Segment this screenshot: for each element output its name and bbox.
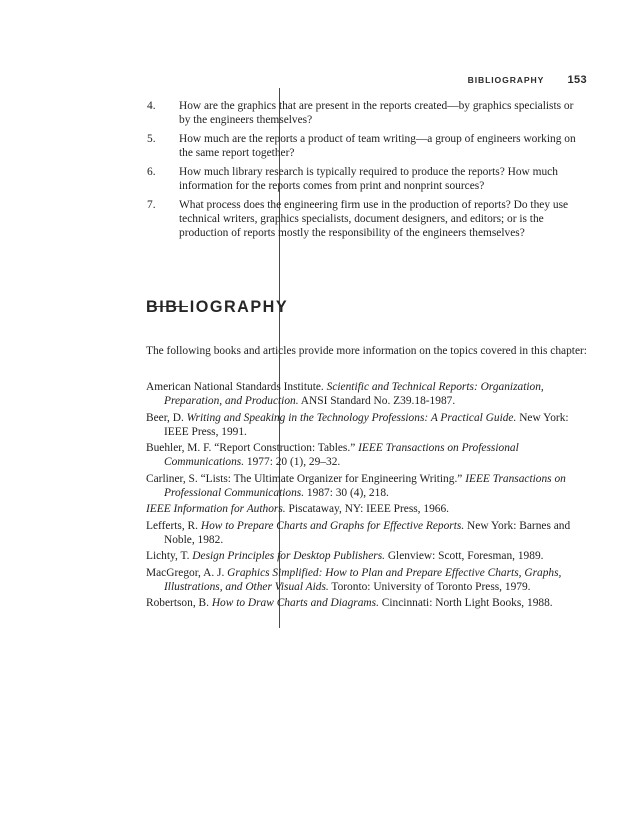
running-title: BIBLIOGRAPHY [467, 75, 545, 85]
discussion-questions [146, 99, 587, 245]
reference-details: Glenview: Scott, Foresman, 1989. [384, 550, 544, 562]
reference-entry [146, 380, 589, 408]
reference-author: Carliner, S. “Lists: The Ultimate Organizer for Engineering Writing.” [146, 472, 466, 485]
question-number: 7. [147, 199, 156, 211]
reference-title: Design Principles for Desktop Publishers. [192, 550, 385, 562]
reference-title: IEEE Transactions on Professional Communications. [164, 472, 566, 499]
list-item [146, 165, 587, 193]
reference-title: IEEE Information for Authors. [146, 503, 286, 515]
list-item [146, 99, 587, 127]
reference-entry [146, 519, 589, 547]
page-number: 153 [567, 74, 587, 86]
list-item [146, 132, 587, 160]
reference-entry [146, 502, 589, 516]
reference-details: New York: IEEE Press, 1991. [164, 411, 569, 438]
question-text: How much are the reports a product of team writing—a group of engineers working on the same report together? [179, 133, 576, 159]
question-number: 4. [147, 100, 156, 112]
list-item [146, 198, 587, 240]
reference-author: Robertson, B. [146, 597, 212, 609]
reference-title: How to Prepare Charts and Graphs for Effective Reports. [200, 519, 465, 532]
reference-title: Scientific and Technical Reports: Organization, Preparation, and Production. [164, 381, 544, 407]
question-text: How are the graphics that are present in the reports created—by graphics specialists or by the engineers themselves? [179, 100, 574, 126]
reference-entry [146, 596, 589, 610]
reference-details: ANSI Standard No. Z39.18-1987. [298, 395, 456, 407]
reference-details: 1977: 20 (1), 29–32. [244, 456, 341, 468]
reference-author: Lichty, T. [146, 550, 193, 562]
reference-title: How to Draw Charts and Diagrams. [211, 597, 379, 609]
reference-author: Buehler, M. F. “Report Construction: Tables.” [146, 442, 359, 454]
question-number: 6. [147, 166, 156, 178]
section-title: BIBLIOGRAPHY [146, 298, 289, 316]
reference-author: Beer, D. [146, 411, 187, 424]
reference-author: American National Standards Institute. [146, 381, 327, 393]
reference-entry [146, 549, 589, 563]
reference-details: Cincinnati: North Light Books, 1988. [378, 597, 553, 609]
reference-details: Toronto: University of Toronto Press, 1979. [328, 580, 531, 593]
reference-list [146, 380, 589, 613]
reference-title: Writing and Speaking in the Technology Professions: A Practical Guide. [186, 411, 517, 424]
question-number: 5. [147, 133, 156, 145]
reference-entry [146, 472, 589, 500]
question-text: What process does the engineering firm use in the production of reports? Do they use technical writers, graphics specialists, document designers, and editors; or is the production of reports mostly the responsibility of the engineers themselves? [179, 199, 569, 239]
question-text: How much library research is typically required to produce the reports? How much information for the reports comes from print and nonprint sources? [179, 166, 558, 192]
reference-title: Graphics Simplified: How to Plan and Prepare Effective Charts, Graphs, Illustrations, and Other Visual Aids. [164, 566, 562, 593]
reference-details: New York: Barnes and Noble, 1982. [164, 519, 571, 546]
reference-author: Lefferts, R. [146, 519, 201, 532]
reference-entry [146, 441, 589, 469]
reference-author: MacGregor, A. J. [146, 566, 228, 579]
running-head [468, 74, 587, 86]
bibliography-intro: The following books and articles provide more information on the topics covered in this chapter: [146, 345, 587, 357]
reference-entry [146, 566, 589, 594]
reference-entry [146, 411, 589, 439]
reference-details: 1987: 30 (4), 218. [304, 486, 389, 499]
reference-title: IEEE Transactions on Professional Communications. [164, 442, 519, 468]
reference-details: Piscataway, NY: IEEE Press, 1966. [285, 503, 450, 515]
